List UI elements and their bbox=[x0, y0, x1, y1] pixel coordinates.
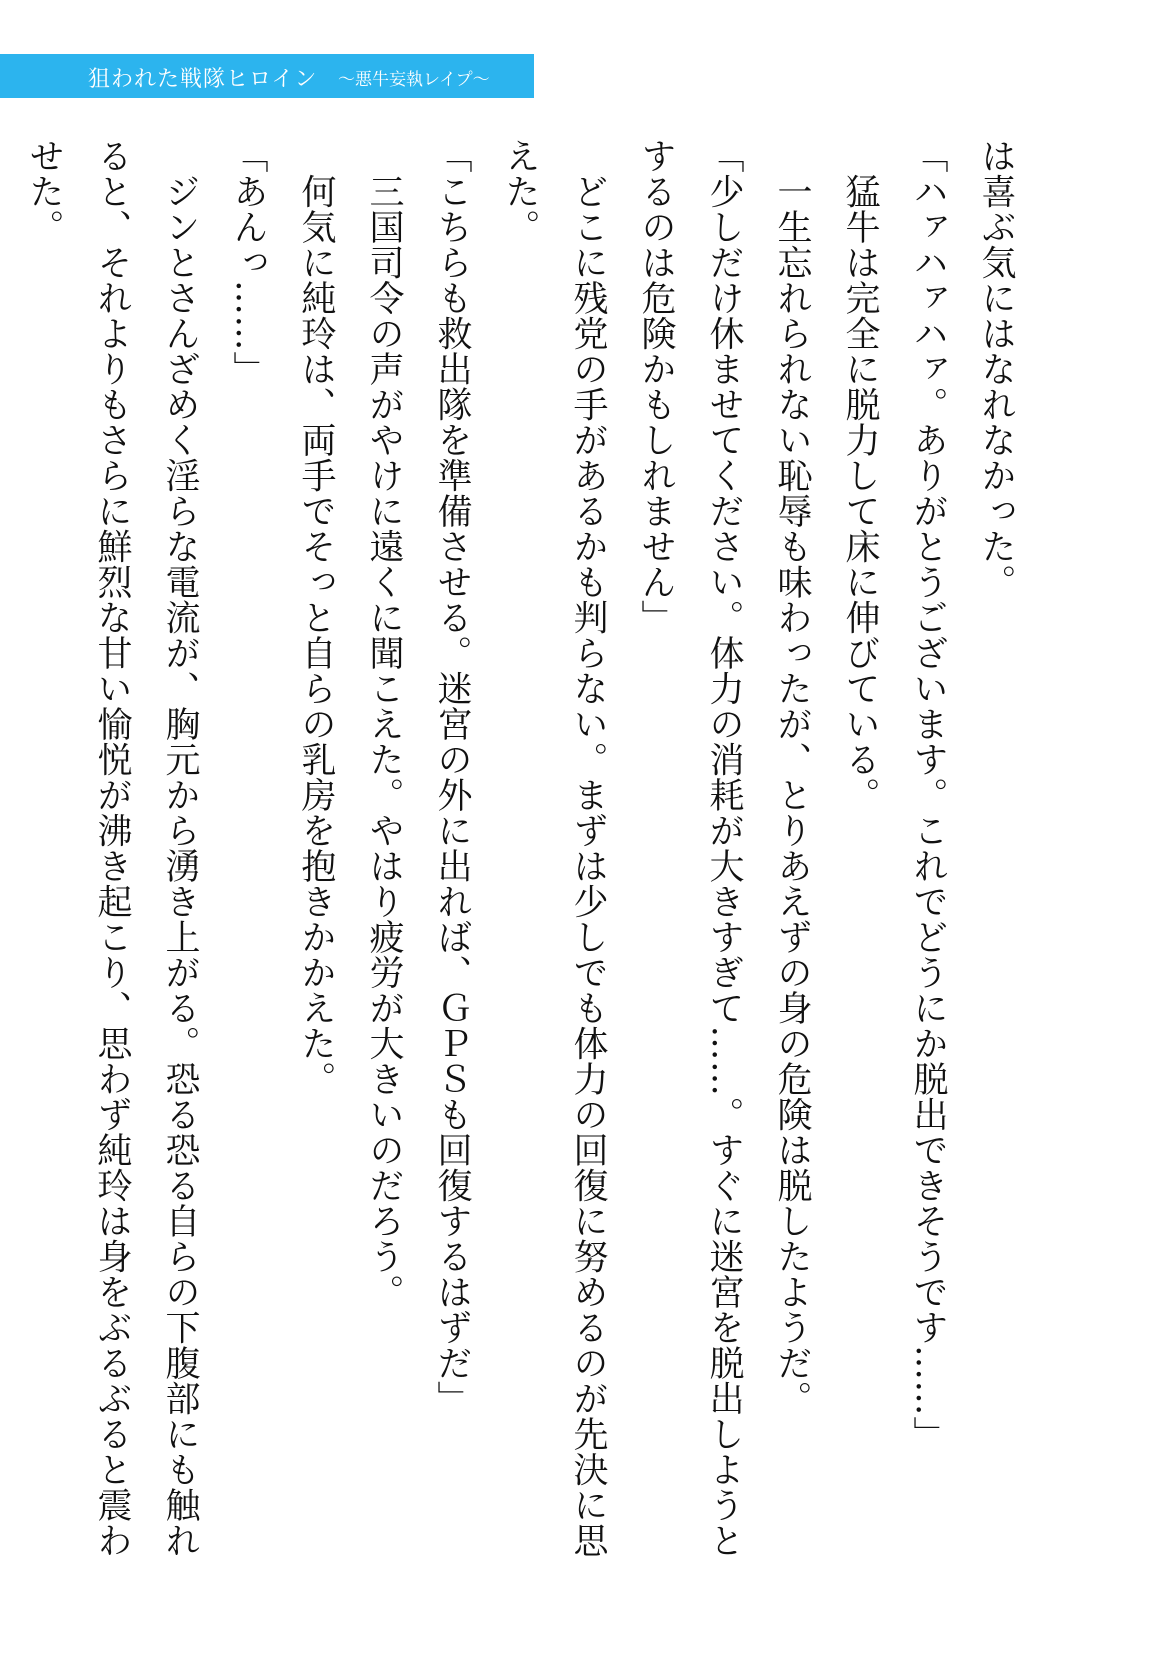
paragraph: どこに残党の手があるかも判らない。まずは少しでも体力の回復に努めるのが先決に思えた。 bbox=[500, 138, 608, 1558]
paragraph: ジンとさんざめく淫らな電流が、胸元から湧き上がる。恐る恐る自らの下腹部にも触れると、それよりもさらに鮮烈な甘い愉悦が沸き起こり、思わず純玲は身をぶるぶると震わせた。 bbox=[24, 138, 200, 1558]
dialogue-paragraph: 「ハァハァハァ。ありがとうございます。これでどうにか脱出できそうです……」 bbox=[908, 138, 948, 1452]
paragraph: 何気に純玲は、両手でそっと自らの乳房を抱きかかえた。 bbox=[296, 138, 336, 1097]
paragraph: は喜ぶ気にはなれなかった。 bbox=[976, 138, 1016, 600]
dialogue-paragraph: 「こちらも救出隊を準備させる。迷宮の外に出れば、ＧＰＳも回復するはずだ」 bbox=[432, 138, 472, 1416]
dialogue-paragraph: 「少しだけ休ませてください。体力の消耗が大きすぎて……。すぐに迷宮を脱出しようとするのは危険かもしれません」 bbox=[636, 138, 744, 1558]
paragraph: 猛牛は完全に脱力して床に伸びている。 bbox=[840, 138, 880, 813]
book-subtitle: 〜悪牛妄執レイプ〜 bbox=[338, 70, 490, 90]
paragraph: 一生忘れられない恥辱も味わったが、とりあえずの身の危険は脱したようだ。 bbox=[772, 138, 812, 1416]
body-text bbox=[10, 138, 1030, 1578]
dialogue-paragraph: 「あんっ……」 bbox=[228, 138, 268, 387]
book-title: 狙われた戦隊ヒロイン bbox=[88, 67, 318, 92]
header-bar bbox=[0, 54, 534, 98]
paragraph: 三国司令の声がやけに遠くに聞こえた。やはり疲労が大きいのだろう。 bbox=[364, 138, 404, 1310]
